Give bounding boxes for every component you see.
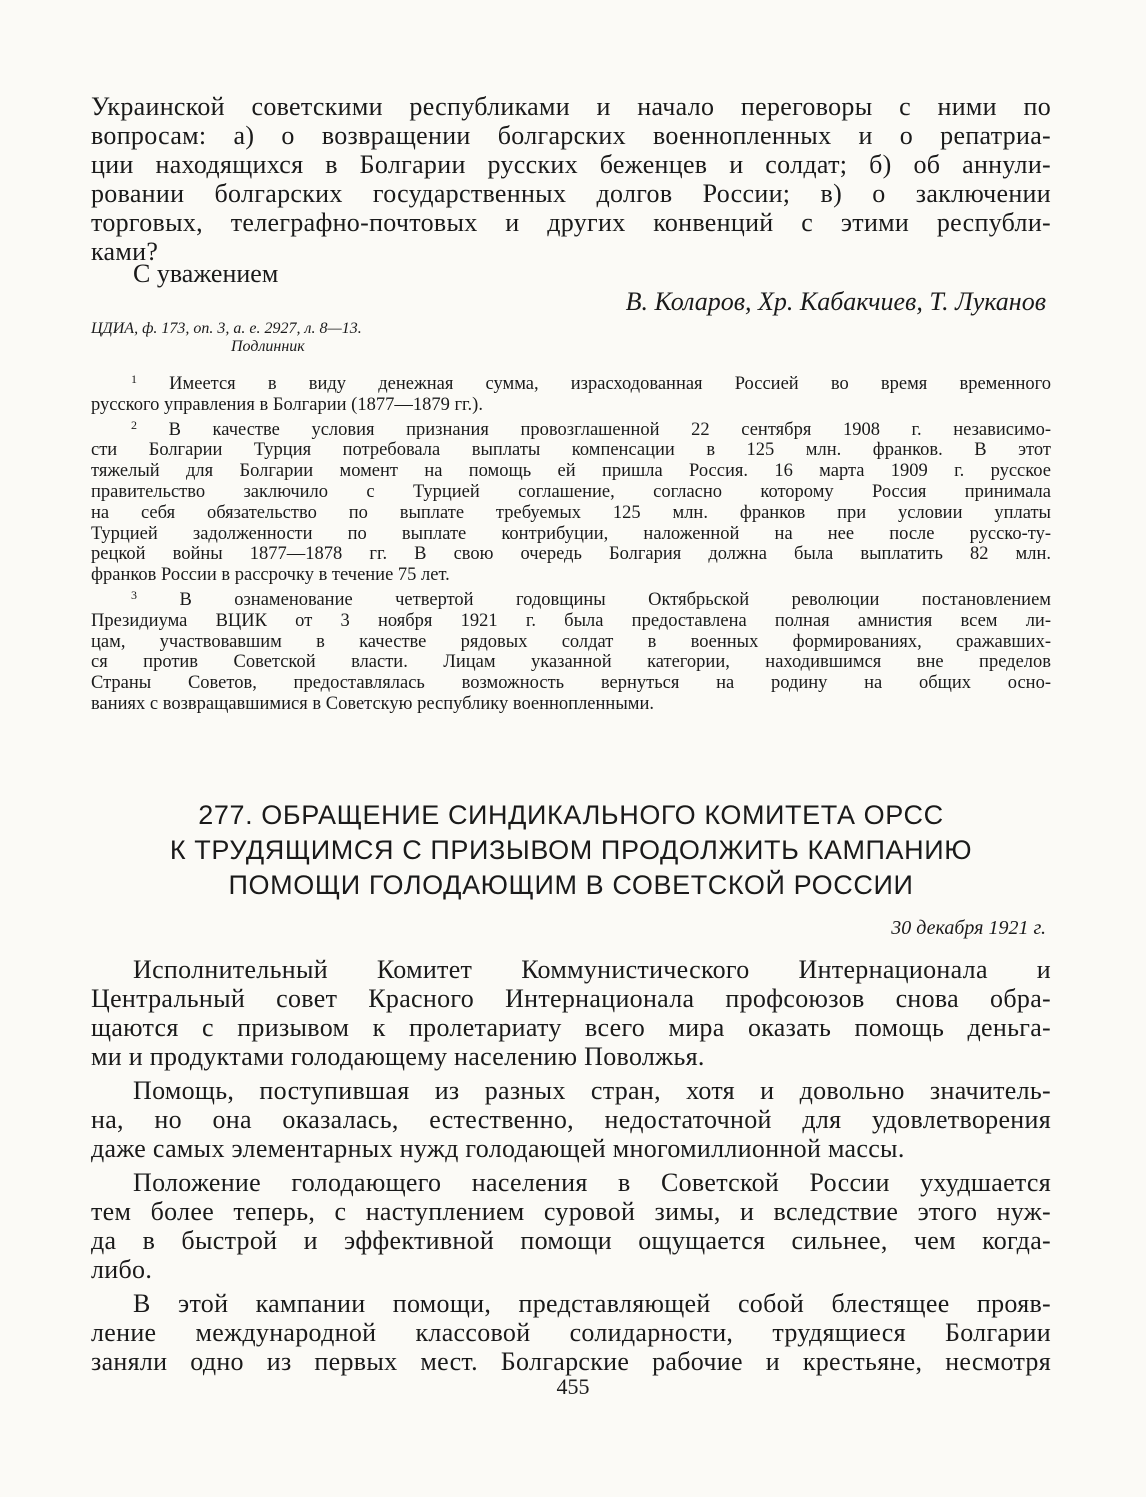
text-line: В качестве условия признания провозглашенной 22 сентября 1908 г. независимо-	[168, 419, 1052, 440]
text-line: Имеется в виду денежная сумма, израсходованная Россией во время временного	[169, 374, 1051, 394]
text-line: ся против Советской власти. Лицам указанной категории, находившимся вне пределов	[91, 652, 1051, 673]
footnote-mark: 3	[131, 587, 137, 602]
archive-reference: ЦДИА, ф. 173, оп. 3, а. е. 2927, л. 8—13.	[91, 320, 362, 337]
text-line: Исполнительный Комитет Коммунистического Интернационала и	[133, 955, 1051, 984]
archive-source	[91, 320, 362, 356]
text-line: торговых, телеграфно-почтовых и других конвенций с этими республи-	[91, 208, 1051, 237]
text-line: ваниях с возвращавшимися в Советскую республику военнопленными.	[91, 693, 654, 714]
text-line: цам, участвовавшим в качестве рядовых солдат в военных формированиях, сражавших-	[91, 631, 1051, 652]
document-heading	[91, 798, 1051, 903]
text-line: Турцией задолженности по выплате контрибуции, наложенной на нее после русско-ту-	[91, 523, 1051, 544]
text-line: ление международной классовой солидарности, трудящиеся Болгарии	[91, 1318, 1051, 1347]
text-line: Украинской советскими республиками и начало переговоры с ними по	[91, 92, 1051, 121]
footnote-1	[91, 374, 1051, 416]
text-line: заняли одно из первых мест. Болгарские рабочие и крестьяне, несмотря	[91, 1347, 1051, 1376]
heading-line: 277. ОБРАЩЕНИЕ СИНДИКАЛЬНОГО КОМИТЕТА ОРСС	[198, 800, 944, 830]
footnote-2	[91, 417, 1052, 586]
text-line: вопросам: а) о возвращении болгарских военнопленных и о репатриа-	[91, 121, 1051, 150]
text-line: сти Болгарии Турция потребовала выплаты компенсации в 125 млн. франков. В этот	[91, 440, 1051, 461]
paragraph	[91, 1289, 1051, 1376]
document-date: 30 декабря 1921 г.	[891, 917, 1046, 939]
text-line: Президиума ВЦИК от 3 ноября 1921 г. была предоставлена полная амнистия всем ли-	[91, 610, 1051, 631]
closing-greeting: С уважением	[133, 259, 279, 288]
paragraph	[91, 955, 1051, 1071]
page-number: 455	[556, 1374, 590, 1399]
text-line: рецкой войны 1877—1878 гг. В свою очередь Болгария должна была выплатить 82 млн.	[91, 544, 1051, 565]
text-line: тем более теперь, с наступлением суровой зимы, и вследствие этого нуж-	[91, 1197, 1051, 1226]
text-line: В ознаменование четвертой годовщины Октябрьской революции постановлением	[179, 589, 1052, 610]
text-line: да в быстрой и эффективной помощи ощущается сильнее, чем когда-	[91, 1226, 1051, 1255]
text-line: В этой кампании помощи, представляющей собой блестящее прояв-	[133, 1289, 1051, 1318]
document-body	[91, 955, 1051, 1381]
paragraph	[91, 1168, 1051, 1284]
text-line: Страны Советов, предоставлялась возможность вернуться на родину на общих осно-	[91, 673, 1051, 694]
text-line: ми и продуктами голодающему населению Поволжья.	[91, 1042, 705, 1071]
continued-paragraph	[91, 92, 1051, 266]
original-note: Подлинник	[231, 338, 305, 355]
text-line: Помощь, поступившая из разных стран, хотя и довольно значитель-	[133, 1076, 1051, 1105]
text-line: франков России в рассрочку в течение 75 лет.	[91, 565, 450, 586]
text-line: ции находящихся в Болгарии русских беженцев и солдат; б) об аннули-	[91, 150, 1051, 179]
text-line: на, но она оказалась, естественно, недостаточной для удовлетворения	[91, 1105, 1051, 1134]
text-line: Положение голодающего населения в Советской России ухудшается	[133, 1168, 1051, 1197]
text-line: правительство заключило с Турцией соглашение, согласно которому Россия принимала	[91, 481, 1051, 502]
footnote-mark: 2	[131, 417, 137, 432]
footnote-3	[91, 587, 1052, 715]
text-line: на себя обязательство по выплате требуемых 125 млн. франков при условии уплаты	[91, 502, 1051, 523]
text-line: Центральный совет Красного Интернационала профсоюзов снова обра-	[91, 984, 1051, 1013]
text-line: тяжелый для Болгарии момент на помощь ей пришла Россия. 16 марта 1909 г. русское	[91, 461, 1051, 482]
text-line: ровании болгарских государственных долгов России; в) о заключении	[91, 179, 1051, 208]
heading-line: ПОМОЩИ ГОЛОДАЮЩИМ В СОВЕТСКОЙ РОССИИ	[228, 870, 914, 900]
heading-line: К ТРУДЯЩИМСЯ С ПРИЗЫВОМ ПРОДОЛЖИТЬ КАМПАНИЮ	[169, 835, 973, 865]
footnotes	[91, 374, 1051, 719]
paragraph	[91, 1076, 1051, 1163]
signature: В. Коларов, Хр. Кабакчиев, Т. Луканов	[625, 287, 1046, 316]
text-line: даже самых элементарных нужд голодающей многомиллионной массы.	[91, 1134, 905, 1163]
text-line: русского управления в Болгарии (1877—1879 гг.).	[91, 394, 483, 415]
text-line: ками?	[91, 237, 159, 266]
text-line: щаются с призывом к пролетариату всего мира оказать помощь деньга-	[91, 1013, 1051, 1042]
text-line: либо.	[91, 1255, 153, 1284]
footnote-mark: 1	[131, 372, 137, 386]
